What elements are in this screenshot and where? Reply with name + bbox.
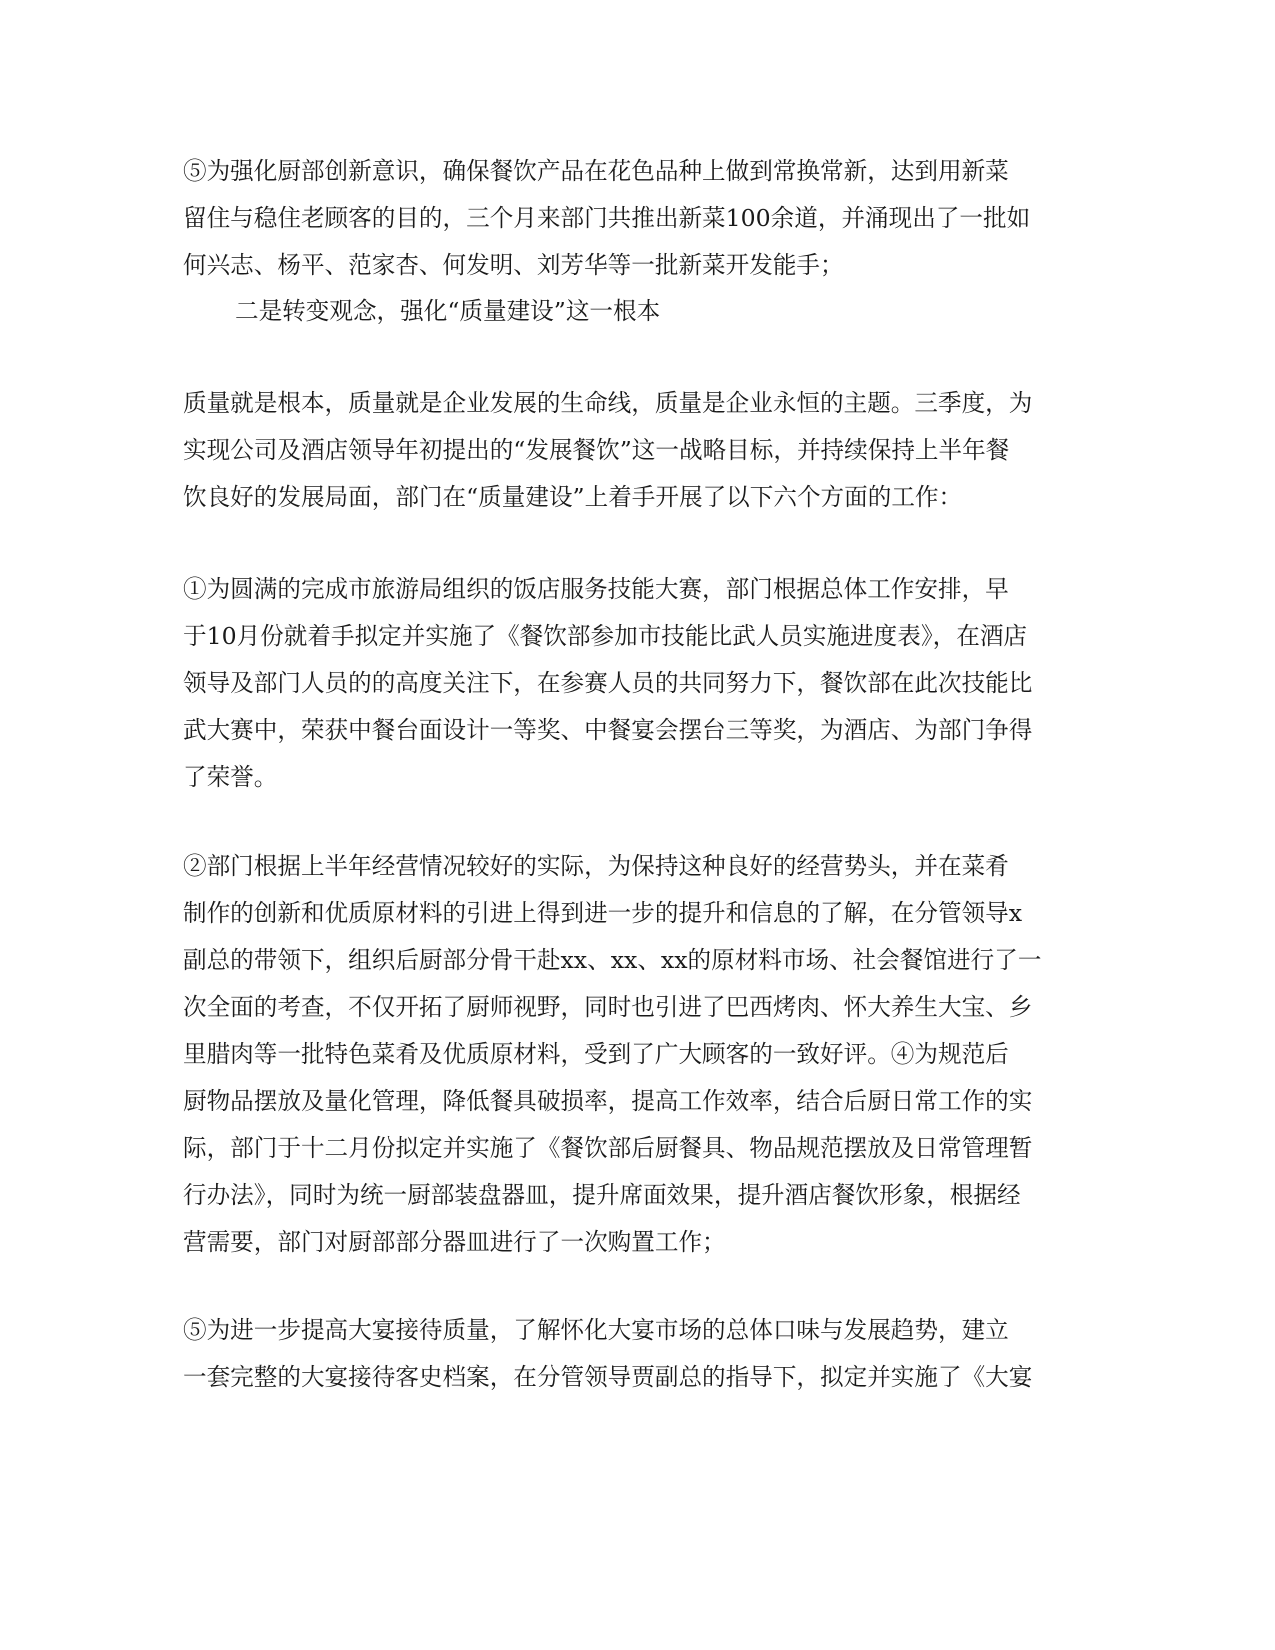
text-line: ①为圆满的完成市旅游局组织的饭店服务技能大赛，部门根据总体工作安排，早 [183, 575, 1009, 603]
text-line: 饮良好的发展局面，部门在“质量建设”上着手开展了以下六个方面的工作： [183, 483, 963, 511]
text-line: 次全面的考查，不仅开拓了厨师视野，同时也引进了巴西烤肉、怀大养生大宝、乡 [183, 993, 1033, 1021]
text-line: ②部门根据上半年经营情况较好的实际，为保持这种良好的经营势头，并在菜肴 [183, 852, 1009, 880]
text-line: 领导及部门人员的的高度关注下，在参赛人员的共同努力下，餐饮部在此次技能比 [183, 669, 1033, 697]
paragraph-skills-contest [183, 566, 1083, 801]
section-heading-quality [183, 288, 1083, 335]
paragraph-banquet-quality [183, 1307, 1083, 1401]
text-line: 行办法》，同时为统一厨部装盘器皿，提升席面效果，提升酒店餐饮形象，根据经 [183, 1181, 1021, 1209]
text-line: 营需要，部门对厨部部分器皿进行了一次购置工作； [183, 1228, 726, 1256]
text-line: 留住与稳住老顾客的目的，三个月来部门共推出新菜100余道，并涌现出了一批如 [183, 204, 1031, 232]
text-line: 实现公司及酒店领导年初提出的“发展餐饮”这一战略目标，并持续保持上半年餐 [183, 436, 1010, 464]
text-line: 际，部门于十二月份拟定并实施了《餐饮部后厨餐具、物品规范摆放及日常管理暂 [183, 1134, 1033, 1162]
text-line: 副总的带领下，组织后厨部分骨干赴xx、xx、xx的原材料市场、社会餐馆进行了一 [183, 946, 1042, 974]
text-line: ⑤为强化厨部创新意识，确保餐饮产品在花色品种上做到常换常新，达到用新菜 [183, 157, 1009, 185]
paragraph-market-investigation [183, 843, 1083, 1266]
text-line: 一套完整的大宴接待客史档案，在分管领导贾副总的指导下，拟定并实施了《大宴 [183, 1363, 1033, 1391]
paragraph-new-dishes [183, 148, 1083, 289]
text-line: 何兴志、杨平、范家杏、何发明、刘芳华等一批新菜开发能手； [183, 251, 844, 279]
text-line: 里腊肉等一批特色菜肴及优质原材料，受到了广大顾客的一致好评。④为规范后 [183, 1040, 1009, 1068]
text-line: 武大赛中，荣获中餐台面设计一等奖、中餐宴会摆台三等奖，为酒店、为部门争得 [183, 716, 1033, 744]
text-line: 于10月份就着手拟定并实施了《餐饮部参加市技能比武人员实施进度表》，在酒店 [183, 622, 1028, 650]
text-line: ⑤为进一步提高大宴接待质量，了解怀化大宴市场的总体口味与发展趋势，建立 [183, 1316, 1009, 1344]
text-line: 厨物品摆放及量化管理，降低餐具破损率，提高工作效率，结合后厨日常工作的实 [183, 1087, 1033, 1115]
section-heading: 二是转变观念，强化“质量建设”这一根本 [235, 297, 661, 325]
paragraph-quality-intro [183, 380, 1083, 521]
text-line: 质量就是根本，质量就是企业发展的生命线，质量是企业永恒的主题。三季度，为 [183, 389, 1033, 417]
text-line: 了荣誉。 [183, 763, 278, 791]
text-line: 制作的创新和优质原材料的引进上得到进一步的提升和信息的了解，在分管领导x [183, 899, 1023, 927]
